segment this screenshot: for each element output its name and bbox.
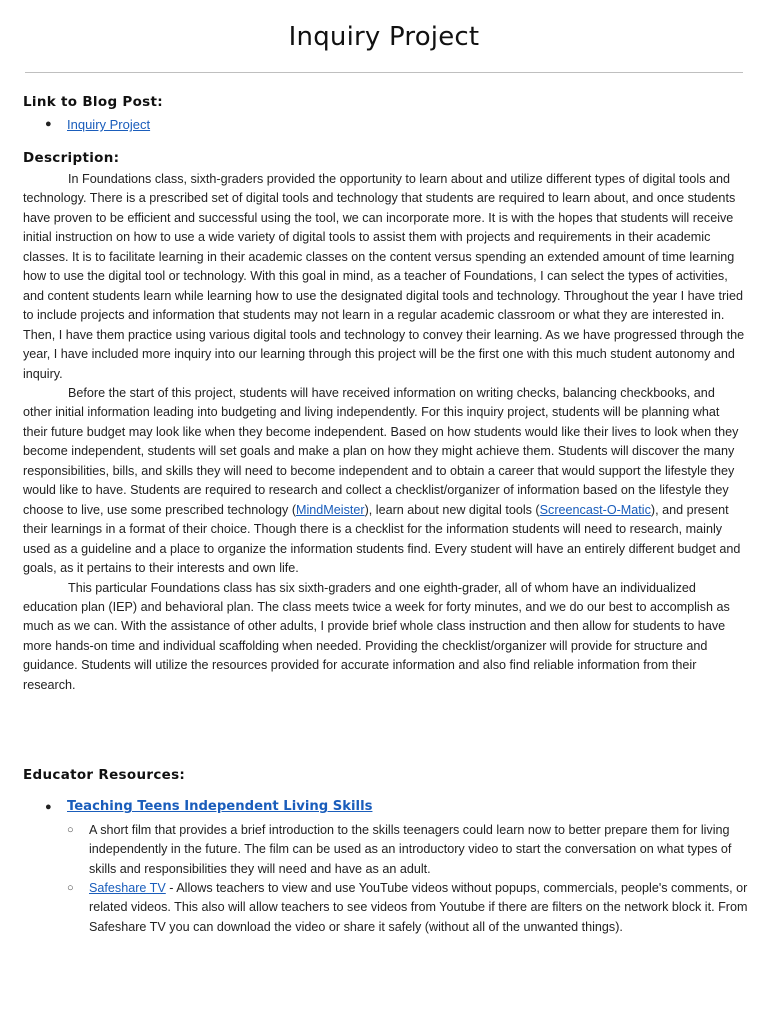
hollow-bullet-icon: ○	[67, 882, 74, 894]
description-heading: Description:	[23, 150, 120, 166]
resource-sub-item-1	[67, 821, 749, 879]
bullet-icon: ●	[45, 801, 52, 813]
resource-sub-item-1-text: A short film that provides a brief introduction to the skills teenagers could learn now to better prepare them for living independently in the future. The film can be used as an introductory video to start the conversation on what types of skills and responsibilities they will need and have as an adult.	[89, 823, 732, 876]
paragraph-2-text-b: ), learn about new digital tools (	[364, 502, 540, 517]
screencast-o-matic-link[interactable]: Screencast-O-Matic	[539, 502, 651, 517]
description-body	[23, 170, 747, 695]
title-divider	[25, 72, 743, 73]
mindmeister-link[interactable]: MindMeister	[296, 502, 365, 517]
hollow-bullet-icon: ○	[67, 824, 74, 836]
paragraph-2-text-c: ), and present their learnings in a format of their choice. Though there is a checklist for the information students will need to research, mainly used as a guideline and a place to organize the information students find. Every student will have an entirely different budget and goals, as it pertains to their interests and own life.	[23, 502, 741, 576]
resource-sub-item-2	[67, 879, 749, 937]
page-title: Inquiry Project	[288, 22, 480, 52]
blog-post-link[interactable]: Inquiry Project	[67, 117, 151, 132]
paragraph-2-text-a: Before the start of this project, students will have received information on writing checks, balancing checkbooks, and other initial information leading into budgeting and living independently. For this inquiry project, students will be planning what their future budget may look like when they become independent. Based on how students would like their lives to look when they become independent, students will set goals and make a plan on how they might achieve them. Students will discover the many responsibilities, bills, and skills they will need to become independent and to obtain a career that would support the lifestyle they would like to have. Students are required to research and collect a checklist/organizer of information based on the lifestyle they choose to live, use some prescribed technology (	[23, 385, 739, 517]
description-paragraph-2	[23, 384, 747, 579]
teaching-teens-link[interactable]: Teaching Teens Independent Living Skills	[67, 799, 373, 814]
bullet-icon: ●	[45, 118, 52, 130]
safeshare-tv-link[interactable]: Safeshare TV	[89, 881, 166, 895]
blog-heading: Link to Blog Post:	[23, 94, 163, 110]
description-paragraph-1: In Foundations class, sixth-graders provided the opportunity to learn about and utilize different types of digital tools and technology. There is a prescribed set of digital tools and technology that students are required to learn about, and once students have proven to be efficient and successful using the tool, we can incorporate more. It is with the hopes that students will receive initial instruction on how to use a wide variety of digital tools to assist them with projects and requirements in their academic classes. It is to facilitate learning in their academic classes on the content versus spending an extended amount of time learning how to use the digital tool or technology. With this goal in mind, as a teacher of Foundations, I can select the types of activities, and content students learn while learning how to use the designated digital tools and technology. Throughout the year I have tried to include projects and information that students may not learn in a regular academic classroom or what they are interested in. Then, I have them practice using various digital tools and technology to convey their learning. As we have progressed through the year, I have included more inquiry into our learning through this project will be the first one with this much student autonomy and inquiry.	[23, 172, 745, 381]
resources-heading: Educator Resources:	[23, 767, 186, 783]
description-paragraph-3: This particular Foundations class has six sixth-graders and one eighth-grader, all of whom have an individualized education plan (IEP) and behavioral plan. The class meets twice a week for forty minutes, and we do our best to accomplish as much as we can. With the assistance of other adults, I provide brief whole class instruction and then allow for students to have more hands-on time and individual scaffolding when needed. Providing the checklist/organizer will provide for structure and guidance. Students will utilize the resources provided for accurate information and also find reliable information from their research.	[23, 580, 730, 692]
resource-sub-item-2-text: - Allows teachers to view and use YouTube videos without popups, commercials, people's comments, or related videos. This also will allow teachers to see videos from Youtube if there are filters on the network block it. From Safeshare TV you can download the video or share it safely (without all of the unwanted things).	[89, 881, 748, 934]
